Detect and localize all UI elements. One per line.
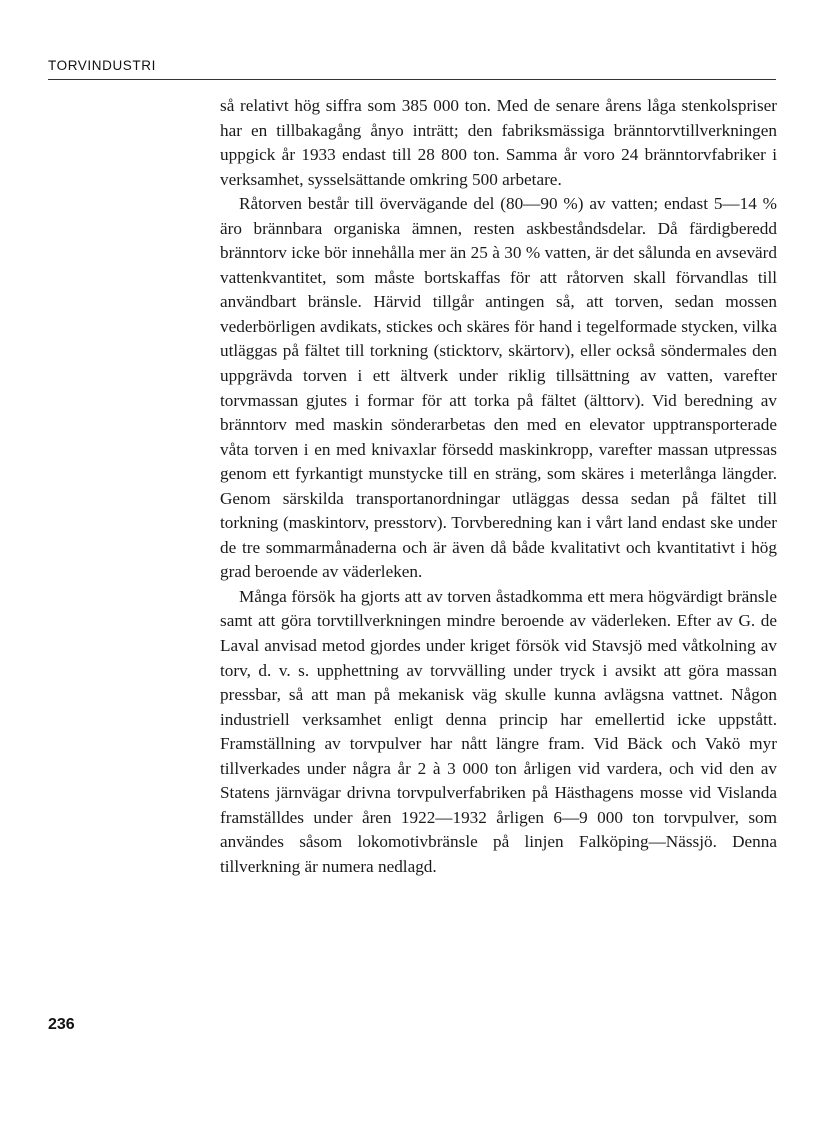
page-number: 236: [48, 1016, 75, 1033]
paragraph-2: Råtorven består till övervägande del (80—90 %) av vatten; endast 5—14 % äro brännbara organiska ämnen, resten askbeståndsdelar. Då färdigberedd bränntorv icke bör innehålla mer än 25 à 30 % vatten, är det sålunda en avsevärd vattenkvantitet, som måste bortskaffas för att råtorven skall förvandlas till användbart bränsle. Härvid tillgår antingen så, att torven, sedan mossen vederbörligen avdikats, stickes och skäres för hand i tegelformade stycken, vilka utläggas på fältet till torkning (sticktorv, skärtorv), eller också söndermales den uppgrävda torven i ett ältverk under riklig tillsättning av vatten, varefter torvmassan gjutes i formar för att torka på fältet (älttorv). Vid beredning av bränntorv med maskin sönderarbetas den med en elevator upptransporterade våta torven i en med knivaxlar försedd maskinkropp, varefter massan utpressas genom ett fyrkantigt munstycke till en sträng, som skäres i meterlånga längder. Genom särskilda transportanordningar utläggas dessa sedan på fältet till torkning (maskintorv, presstorv). Torvberedning kan i vårt land endast ske under de tre sommarmånaderna och är även då både kvalitativt och kvantitativt i hög grad beroende av väderleken.: [220, 194, 777, 582]
paragraph-3: Många försök ha gjorts att av torven åstadkomma ett mera högvärdigt bränsle samt att göra torvtillverkningen mindre beroende av väderleken. Efter av G. de Laval anvisad metod gjordes under kriget försök vid Stavsjö med våtkolning av torv, d. v. s. upphettning av torvvälling under tryck i avsikt att göra massan pressbar, så att man på mekanisk väg skulle kunna avlägsna vattnet. Någon industriell verksamhet enligt denna princip har emellertid icke uppstått. Framställning av torvpulver har nått längre fram. Vid Bäck och Vakö myr tillverkades under några år 2 à 3 000 ton årligen vid vardera, och vid den av Statens järnvägar drivna torvpulverfabriken på Hästhagens mosse vid Vislanda framställdes under åren 1922—1932 årligen 6—9 000 ton torvpulver, som användes såsom lokomotivbränsle på linjen Falköping—Nässjö. Denna tillverkning är numera nedlagd.: [220, 586, 777, 876]
body-text: [220, 94, 777, 880]
paragraph-1: så relativt hög siffra som 385 000 ton. Med de senare årens låga stenkolspriser har en tillbakagång ånyo inträtt; den fabriksmässiga bränntorvtillverkningen uppgick år 1933 endast till 28 800 ton. Samma år voro 24 bränntorvfabriker i verksamhet, sysselsättande omkring 500 arbetare.: [220, 96, 777, 189]
header-rule: [48, 79, 776, 80]
running-title: TORVINDUSTRI: [48, 58, 156, 73]
